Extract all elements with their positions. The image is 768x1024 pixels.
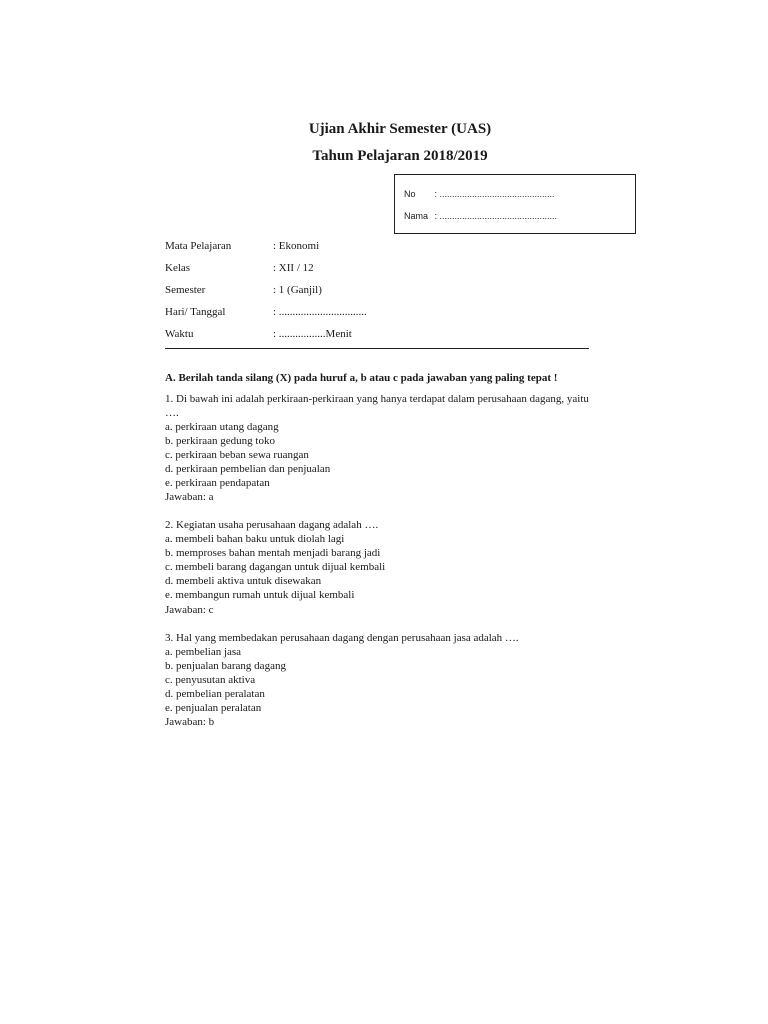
- question-3-text: 3. Hal yang membedakan perusahaan dagang dengan perusahaan jasa adalah ….: [165, 632, 519, 644]
- option-2c: c. membeli barang dagangan untuk dijual kembali: [165, 561, 386, 573]
- answer-2: Jawaban: c: [165, 604, 214, 616]
- info-row-subject: [165, 240, 319, 252]
- student-number-row: [404, 189, 555, 199]
- info-value: : ................................: [273, 306, 367, 318]
- info-label: Hari/ Tanggal: [165, 306, 226, 318]
- exam-title: Ujian Akhir Semester (UAS): [308, 121, 492, 137]
- header-divider: [165, 348, 589, 349]
- option-2e: e. membangun rumah untuk dijual kembali: [165, 589, 355, 601]
- info-value: : 1 (Ganjil): [273, 284, 322, 296]
- option-1a: a. perkiraan utang dagang: [165, 421, 279, 433]
- info-value: : .................Menit: [273, 328, 352, 340]
- info-row-semester: [165, 284, 322, 296]
- option-1d: d. perkiraan pembelian dan penjualan: [165, 463, 331, 475]
- option-2a: a. membeli bahan baku untuk diolah lagi: [165, 533, 345, 545]
- info-row-date: [165, 306, 367, 318]
- option-3c: c. penyusutan aktiva: [165, 674, 256, 686]
- info-value: : Ekonomi: [273, 240, 320, 252]
- section-instruction: A. Berilah tanda silang (X) pada huruf a, b atau c pada jawaban yang paling tepat !: [165, 372, 558, 384]
- option-3b: b. penjualan barang dagang: [165, 660, 286, 672]
- option-3a: a. pembelian jasa: [165, 646, 242, 658]
- question-2-text: 2. Kegiatan usaha perusahaan dagang adalah ….: [165, 519, 379, 531]
- info-label: Waktu: [165, 328, 194, 340]
- academic-year: Tahun Pelajaran 2018/2019: [312, 148, 488, 164]
- student-number-label: No: [404, 189, 416, 199]
- info-label: Kelas: [165, 262, 191, 274]
- student-number-field: : ..............................................: [434, 189, 555, 199]
- option-1b: b. perkiraan gedung toko: [165, 435, 275, 447]
- answer-1: Jawaban: a: [165, 491, 214, 503]
- option-3e: e. penjualan peralatan: [165, 702, 262, 714]
- question-1-text: 1. Di bawah ini adalah perkiraan-perkiraan yang hanya terdapat dalam perusahaan dagang, yaitu: [165, 393, 589, 405]
- info-row-time: [165, 328, 352, 340]
- question-1-text-cont: ….: [165, 407, 179, 419]
- info-row-class: [165, 262, 314, 274]
- answer-3: Jawaban: b: [165, 716, 215, 728]
- option-3d: d. pembelian peralatan: [165, 688, 265, 700]
- student-id-box: [394, 174, 636, 234]
- option-1e: e. perkiraan pendapatan: [165, 477, 270, 489]
- student-name-field: : ...............................................: [434, 211, 558, 221]
- student-name-row: [404, 211, 557, 221]
- option-1c: c. perkiraan beban sewa ruangan: [165, 449, 309, 461]
- student-name-label: Nama: [404, 211, 429, 221]
- info-value: : XII / 12: [273, 262, 314, 274]
- option-2d: d. membeli aktiva untuk disewakan: [165, 575, 322, 587]
- option-2b: b. memproses bahan mentah menjadi barang jadi: [165, 547, 381, 559]
- info-label: Mata Pelajaran: [165, 240, 232, 252]
- info-label: Semester: [165, 284, 206, 296]
